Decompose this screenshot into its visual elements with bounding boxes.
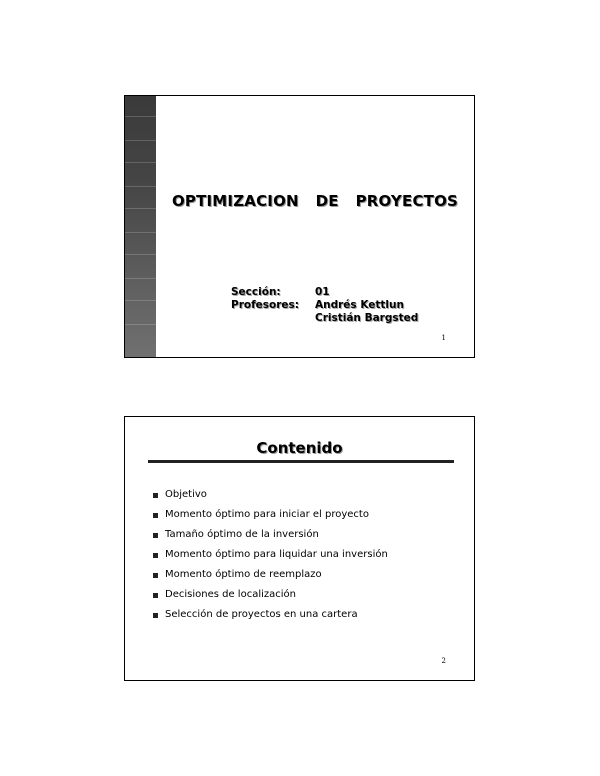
profesor-name: Andrés Kettlun — [315, 299, 404, 311]
slide-2 — [124, 416, 475, 681]
square-bullet-icon — [153, 593, 158, 598]
list-item: Decisiones de localización — [153, 585, 388, 605]
list-item: Momento óptimo para liquidar una inversión — [153, 545, 388, 565]
page-number: 1 — [441, 334, 446, 342]
decorative-side-band — [125, 96, 156, 357]
square-bullet-icon — [153, 553, 158, 558]
list-item: Objetivo — [153, 485, 388, 505]
page-number: 2 — [441, 657, 446, 665]
seccion-value: 01 — [315, 286, 330, 298]
slide-1 — [124, 95, 475, 358]
square-bullet-icon — [153, 533, 158, 538]
square-bullet-icon — [153, 493, 158, 498]
profesor-name: Cristián Bargsted — [315, 312, 419, 324]
profesores-row — [231, 299, 418, 312]
list-item: Selección de proyectos en una cartera — [153, 605, 388, 625]
list-item: Tamaño óptimo de la inversión — [153, 525, 388, 545]
slide-title: Contenido — [256, 439, 343, 457]
list-item: Momento óptimo de reemplazo — [153, 565, 388, 585]
profesores-row-2 — [231, 312, 418, 325]
seccion-label: Sección: — [231, 286, 281, 298]
course-info — [231, 286, 418, 325]
list-item: Momento óptimo para iniciar el proyecto — [153, 505, 388, 525]
slide-title: OPTIMIZACION DE PROYECTOS — [171, 192, 459, 210]
square-bullet-icon — [153, 513, 158, 518]
seccion-row — [231, 286, 418, 299]
title-divider — [148, 460, 454, 463]
contents-list — [153, 485, 388, 625]
square-bullet-icon — [153, 573, 158, 578]
profesores-label: Profesores: — [231, 299, 299, 311]
square-bullet-icon — [153, 613, 158, 618]
